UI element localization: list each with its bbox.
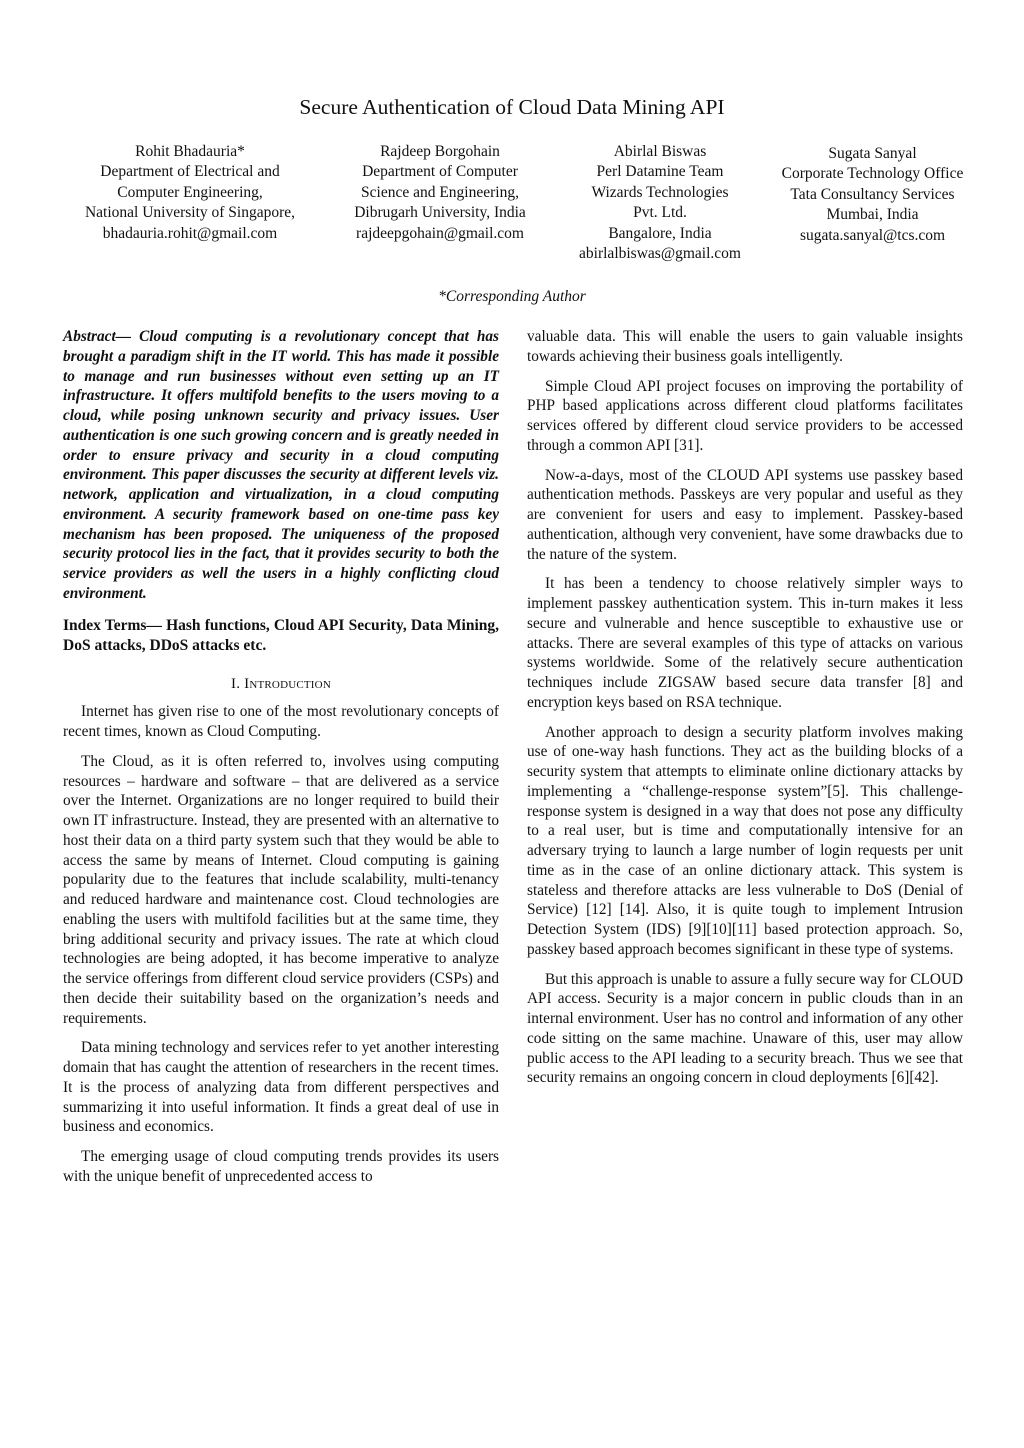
author-affiliation: Perl Datamine Team bbox=[596, 163, 724, 181]
body-paragraph: The emerging usage of cloud computing trends provides its users with the unique benefit of unprecedented access to bbox=[63, 1148, 499, 1185]
author-affiliation: Corporate Technology Office bbox=[781, 165, 964, 183]
body-paragraph: Internet has given rise to one of the most revolutionary concepts of recent times, known as Cloud Computing. bbox=[63, 703, 499, 740]
author-email: rajdeepgohain@gmail.com bbox=[356, 224, 524, 242]
body-paragraph: It has been a tendency to choose relatively simpler ways to implement passkey authentication system. This in-turn makes it less secure and vulnerable and hence susceptible to exhaustive use or attacks. There are several examples of this type of attacks on various systems worldwide. Some of the relatively secure authentication techniques include ZIGSAW based secure data transfer [8] and encryption keys based on RSA technique. bbox=[527, 575, 963, 711]
author-email: bhadauria.rohit@gmail.com bbox=[102, 224, 278, 242]
author-email: abirlalbiswas@gmail.com bbox=[579, 245, 741, 263]
author-affiliation: Pvt. Ltd. bbox=[633, 204, 687, 222]
section-title: Introduction bbox=[244, 675, 331, 692]
author-name: Rohit Bhadauria* bbox=[135, 143, 245, 160]
body-paragraph: Simple Cloud API project focuses on improving the portability of PHP based applications across different cloud platforms facilitates services offered by different cloud service providers to be accessed through a common API [31]. bbox=[527, 377, 963, 454]
author-block-sanyal bbox=[765, 144, 980, 246]
author-affiliation: Tata Consultancy Services bbox=[790, 185, 955, 203]
body-paragraph: Now-a-days, most of the CLOUD API systems use passkey based authentication methods. Passkeys are very popular and useful as they are convenient for users and easy to implement. Passkey-based authentication, although very convenient, have some drawbacks due to the nature of the system. bbox=[527, 466, 963, 563]
body-paragraph: Data mining technology and services refer to yet another interesting domain that has caught the attention of researchers in the recent times. It is the process of analyzing data from different perspectives and summarizing it into useful information. It finds a great deal of use in business and economics. bbox=[63, 1039, 499, 1136]
author-affiliation: Computer Engineering, bbox=[117, 183, 263, 201]
author-affiliation: National University of Singapore, bbox=[84, 204, 296, 222]
author-block-borgohain bbox=[330, 142, 550, 244]
author-affiliation: Science and Engineering, bbox=[361, 183, 519, 201]
body-paragraph: valuable data. This will enable the users to gain valuable insights towards achieving their business goals intelligently. bbox=[527, 328, 963, 365]
author-block-biswas bbox=[565, 142, 755, 264]
body-paragraph: The Cloud, as it is often referred to, involves using computing resources – hardware and software – that are delivered as a service over the Internet. Organizations are no longer required to build their own IT infrastructure. Instead, they are presented with an alternative to host their data on a third party system such that they would be able to access the same by means of Internet. Cloud computing is gaining popularity due to the features that include scalability, multi-tenancy and reduced hardware and maintenance cost. Cloud technologies are enabling the users with multifold facilities but at the same time, they bring additional security and privacy issues. The rate at which cloud technologies are being adopted, it has become imperative to analyze the service offerings from different cloud service providers (CSPs) and then decide their suitability based on the organization’s needs and requirements. bbox=[63, 752, 499, 1027]
abstract: Abstract— Cloud computing is a revolutionary concept that has brought a paradigm shift in the IT world. This has made it possible to manage and run businesses without even setting up an IT infrastructure. It offers multifold benefits to the users moving to a cloud, while posing unknown security and privacy issues. User authentication is one such growing concern and is greatly needed in order to ensure privacy and security in a cloud computing environment. This paper discusses the security at different levels viz. network, application and virtualization, in a cloud computing environment. A security framework based on one-time pass key mechanism has been proposed. The uniqueness of the proposed security protocol lies in the fact, that it provides security to both the service providers as well the users in a highly conflicting cloud environment. bbox=[63, 328, 499, 602]
author-affiliation: Department of Electrical and bbox=[100, 163, 280, 181]
author-affiliation: Department of Computer bbox=[362, 163, 518, 181]
author-name: Abirlal Biswas bbox=[613, 143, 707, 160]
author-email: sugata.sanyal@tcs.com bbox=[799, 226, 946, 244]
author-affiliation: Bangalore, India bbox=[608, 224, 712, 242]
section-heading-introduction bbox=[63, 675, 499, 695]
left-column bbox=[63, 327, 499, 1197]
author-name: Rajdeep Borgohain bbox=[380, 143, 500, 160]
author-affiliation: Mumbai, India bbox=[826, 206, 919, 224]
author-name: Sugata Sanyal bbox=[828, 145, 917, 162]
right-column bbox=[527, 327, 963, 1098]
corresponding-author-note: *Corresponding Author bbox=[438, 288, 586, 305]
author-affiliation: Wizards Technologies bbox=[591, 183, 729, 201]
paper-title: Secure Authentication of Cloud Data Mining API bbox=[299, 95, 725, 119]
index-terms: Index Terms— Hash functions, Cloud API Security, Data Mining, DoS attacks, DDoS attacks etc. bbox=[63, 616, 499, 654]
section-number: I. bbox=[231, 675, 245, 692]
author-affiliation: Dibrugarh University, India bbox=[354, 204, 526, 222]
author-block-bhadauria bbox=[70, 142, 310, 244]
body-paragraph: But this approach is unable to assure a fully secure way for CLOUD API access. Security is a major concern in public clouds than in an internal environment. User has no control and information of any other code sitting on the same machine. Unaware of this, user may allow public access to the API leading to a security breach. Thus we see that security remains an ongoing concern in cloud deployments [6][42]. bbox=[527, 970, 964, 1087]
body-paragraph: Another approach to design a security platform involves making use of one-way hash functions. They act as the building blocks of a security system that attempts to eliminate online dictionary attacks by implementing a “challenge-response system”[5]. This challenge-response system is designed in a way that does not pose any difficulty to a real user, but is time and computationally intensive for an adversary trying to launch a large number of login requests per unit time as in the case of an online dictionary attack. This system is stateless and therefore attacks are less vulnerable to DoS (Denial of Service) [12] [14]. Also, it is quite tough to implement Intrusion Detection System (IDS) [9][10][11] based protection approach. So, passkey based approach becomes significant in these type of systems. bbox=[527, 723, 963, 958]
